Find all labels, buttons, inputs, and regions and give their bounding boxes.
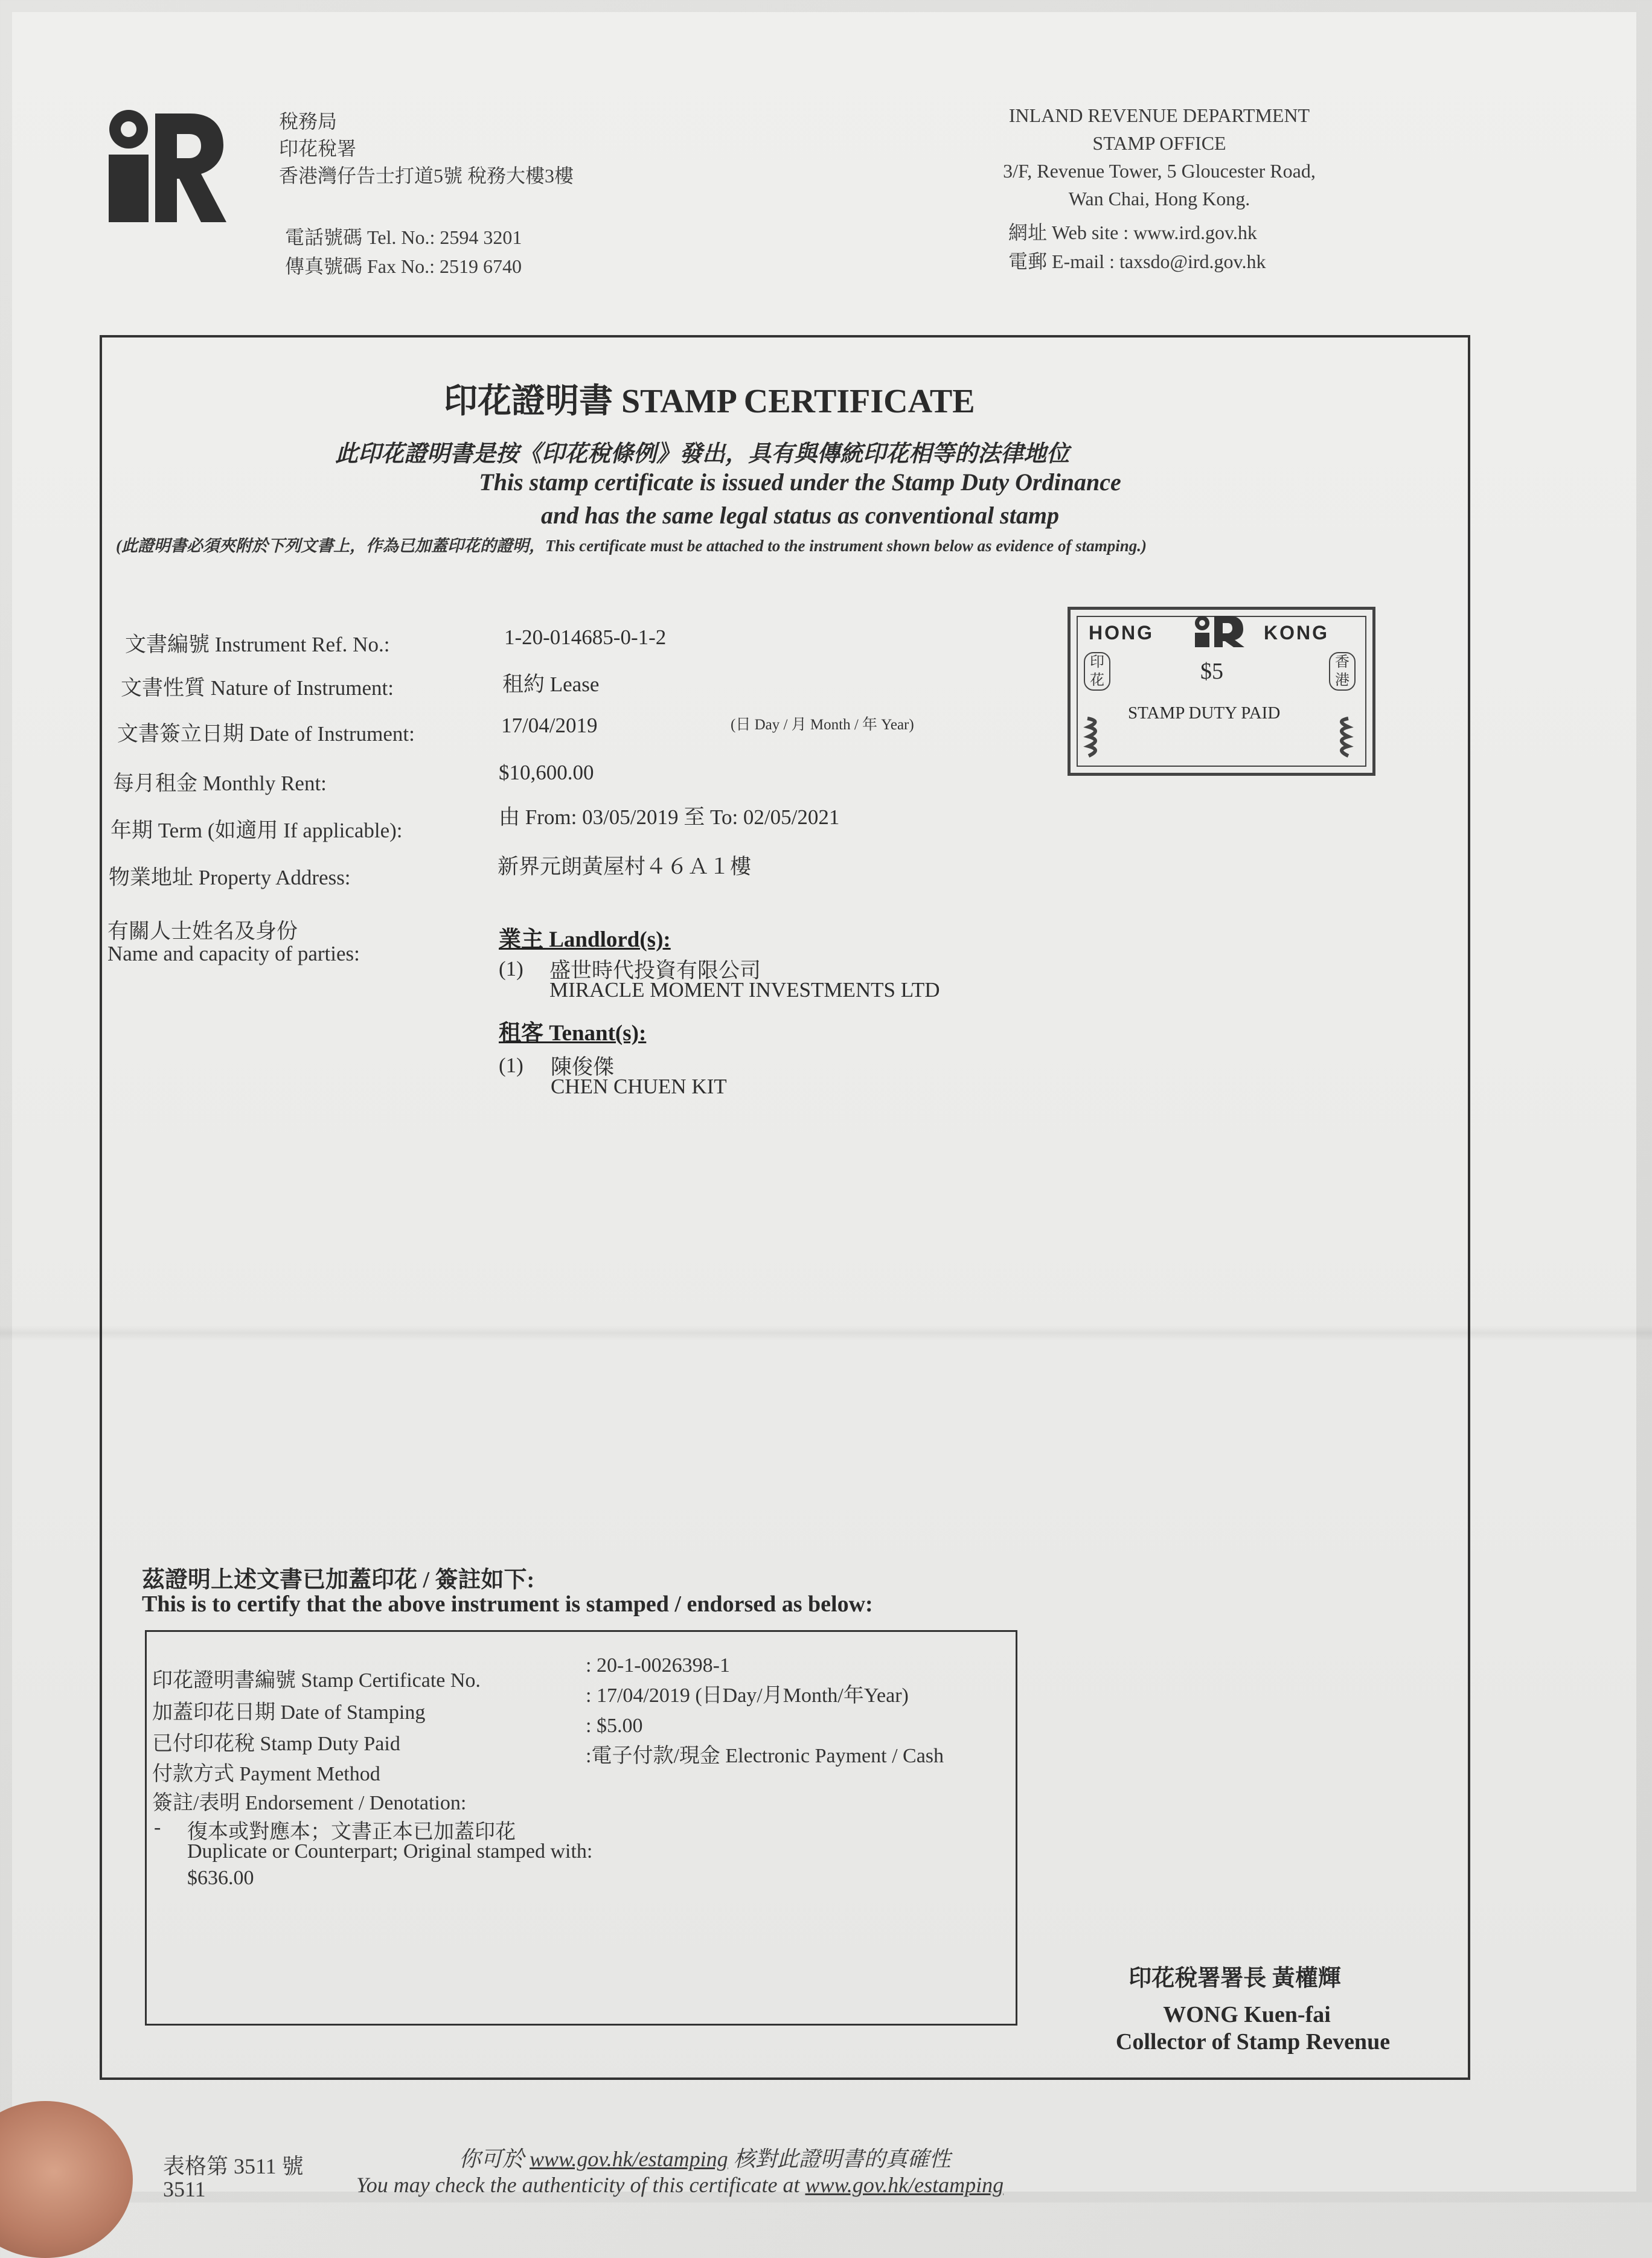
landlord-number: (1): [499, 957, 523, 980]
ird-logo: [100, 107, 226, 225]
stamp-ornament-right-icon: [1330, 712, 1354, 761]
tenant-heading: 租客 Tenant(s):: [499, 1021, 647, 1046]
landlord-name-zh: 盛世時代投資有限公司: [549, 959, 761, 982]
header-zh-line-1: 稅務局: [279, 110, 338, 132]
stamp-ornament-left-icon: [1083, 712, 1107, 761]
form-number-en: 3511: [163, 2177, 206, 2201]
subtitle-en-2: and has the same legal status as conventional stamp: [541, 502, 1059, 529]
stamp-value: $5: [1200, 659, 1223, 684]
estamping-link-en[interactable]: www.gov.hk/estamping: [805, 2173, 1004, 2197]
address-label: 物業地址 Property Address:: [109, 866, 351, 889]
paper-fold-crease: [0, 1325, 1652, 1341]
certify-intro-en: This is to certify that the above instrument is stamped / endorsed as below:: [142, 1591, 873, 1617]
certify-intro-zh: 茲證明上述文書已加蓋印花 / 簽註如下:: [142, 1567, 535, 1593]
collector-title-zh: 印花稅署署長 黃權輝: [1129, 1966, 1341, 1991]
tenant-number: (1): [499, 1054, 523, 1077]
date-format-hint: (日 Day / 月 Month / 年 Year): [731, 717, 914, 733]
subtitle-zh: 此印花證明書是按《印花稅條例》發出，具有與傳統印花相等的法律地位: [335, 441, 1070, 467]
stamp-ird-logo: [1191, 615, 1246, 648]
rent-label: 每月租金 Monthly Rent:: [113, 772, 327, 795]
stamp-right-word: KONG: [1264, 622, 1329, 644]
denotation-zh: 復本或對應本；文書正本已加蓋印花: [187, 1821, 516, 1843]
stamping-date-value: : 17/04/2019 (日Day/月Month/年Year): [586, 1684, 909, 1707]
header-zh-line-3: 香港灣仔告士打道5號 稅務大樓3樓: [279, 165, 574, 187]
stamp-side-left: 印花: [1084, 652, 1110, 691]
nature-value: 租約 Lease: [502, 673, 600, 696]
certificate-title: 印花證明書 STAMP CERTIFICATE: [444, 383, 975, 420]
attachment-note: (此證明書必須夾附於下列文書上，作為已加蓋印花的證明，This certificate must be attached to the instrument shown below as evidence of stamping.): [116, 537, 1147, 555]
stamping-date-label: 加蓋印花日期 Date of Stamping: [152, 1701, 426, 1724]
form-number-zh: 表格第 3511 號: [163, 2154, 304, 2178]
denotation-label: 簽註/表明 Endorsement / Denotation:: [152, 1792, 467, 1814]
duty-paid-value: : $5.00: [586, 1715, 643, 1737]
email-line: 電郵 E-mail : taxsdo@ird.gov.hk: [1008, 251, 1266, 272]
verify-en-pre: You may check the authenticity of this certificate at: [356, 2173, 805, 2197]
tel-line: 電話號碼 Tel. No.: 2594 3201: [285, 226, 522, 248]
header-zh-line-2: 印花稅署: [279, 138, 357, 159]
header-en-line-1: INLAND REVENUE DEPARTMENT: [1008, 104, 1310, 126]
stamp-caption: STAMP DUTY PAID: [1128, 703, 1281, 723]
tenant-name-zh: 陳俊傑: [551, 1055, 615, 1079]
stamp-duty-paid-stamp: [1068, 607, 1375, 776]
denotation-amount: $636.00: [187, 1867, 254, 1889]
payment-method-value: :電子付款/現金 Electronic Payment / Cash: [586, 1745, 944, 1767]
landlord-name-en: MIRACLE MOMENT INVESTMENTS LTD: [549, 978, 940, 1002]
date-label: 文書簽立日期 Date of Instrument:: [117, 722, 415, 746]
parties-label-zh: 有關人士姓名及身份: [107, 920, 298, 943]
cert-no-value: : 20-1-0026398-1: [586, 1654, 730, 1677]
tenant-name-en: CHEN CHUEN KIT: [551, 1075, 727, 1098]
collector-title-en: Collector of Stamp Revenue: [1115, 2029, 1391, 2055]
subtitle-en-1: This stamp certificate is issued under the Stamp Duty Ordinance: [479, 469, 1121, 496]
ref-value: 1-20-014685-0-1-2: [504, 625, 667, 649]
duty-paid-label: 已付印花稅 Stamp Duty Paid: [152, 1733, 400, 1755]
denotation-en: Duplicate or Counterpart; Original stamped with:: [187, 1840, 593, 1863]
estamping-link-zh[interactable]: www.gov.hk/estamping: [530, 2147, 728, 2171]
nature-label: 文書性質 Nature of Instrument:: [121, 676, 394, 700]
payment-method-label: 付款方式 Payment Method: [152, 1763, 380, 1785]
header-en-line-3: 3/F, Revenue Tower, 5 Gloucester Road,: [1003, 160, 1316, 182]
landlord-heading: 業主 Landlord(s):: [499, 927, 671, 952]
address-value: 新界元朗黃屋村４６Ａ１樓: [498, 855, 752, 878]
stamp-side-right: 香港: [1329, 652, 1356, 691]
date-value: 17/04/2019: [501, 714, 598, 737]
rent-value: $10,600.00: [499, 761, 594, 784]
verify-line-en: [356, 2172, 1004, 2198]
denotation-bullet: -: [154, 1816, 161, 1838]
header-en-line-4: Wan Chai, Hong Kong.: [1068, 188, 1250, 209]
collector-name: WONG Kuen-fai: [1163, 2002, 1331, 2027]
cert-no-label: 印花證明書編號 Stamp Certificate No.: [152, 1669, 481, 1692]
term-label: 年期 Term (如適用 If applicable):: [110, 819, 403, 842]
verify-zh-post: 核對此證明書的真確性: [728, 2147, 951, 2171]
header-en-line-2: STAMP OFFICE: [1092, 132, 1226, 154]
fax-line: 傳真號碼 Fax No.: 2519 6740: [285, 255, 522, 277]
verify-line-zh: [459, 2142, 951, 2173]
ref-label: 文書編號 Instrument Ref. No.:: [125, 633, 390, 656]
term-value: 由 From: 03/05/2019 至 To: 02/05/2021: [499, 805, 840, 829]
website-line: 網址 Web site : www.ird.gov.hk: [1008, 222, 1257, 243]
parties-label-en: Name and capacity of parties:: [107, 942, 360, 965]
stamp-left-word: HONG: [1089, 622, 1154, 644]
verify-zh-pre: 你可於: [459, 2147, 530, 2171]
